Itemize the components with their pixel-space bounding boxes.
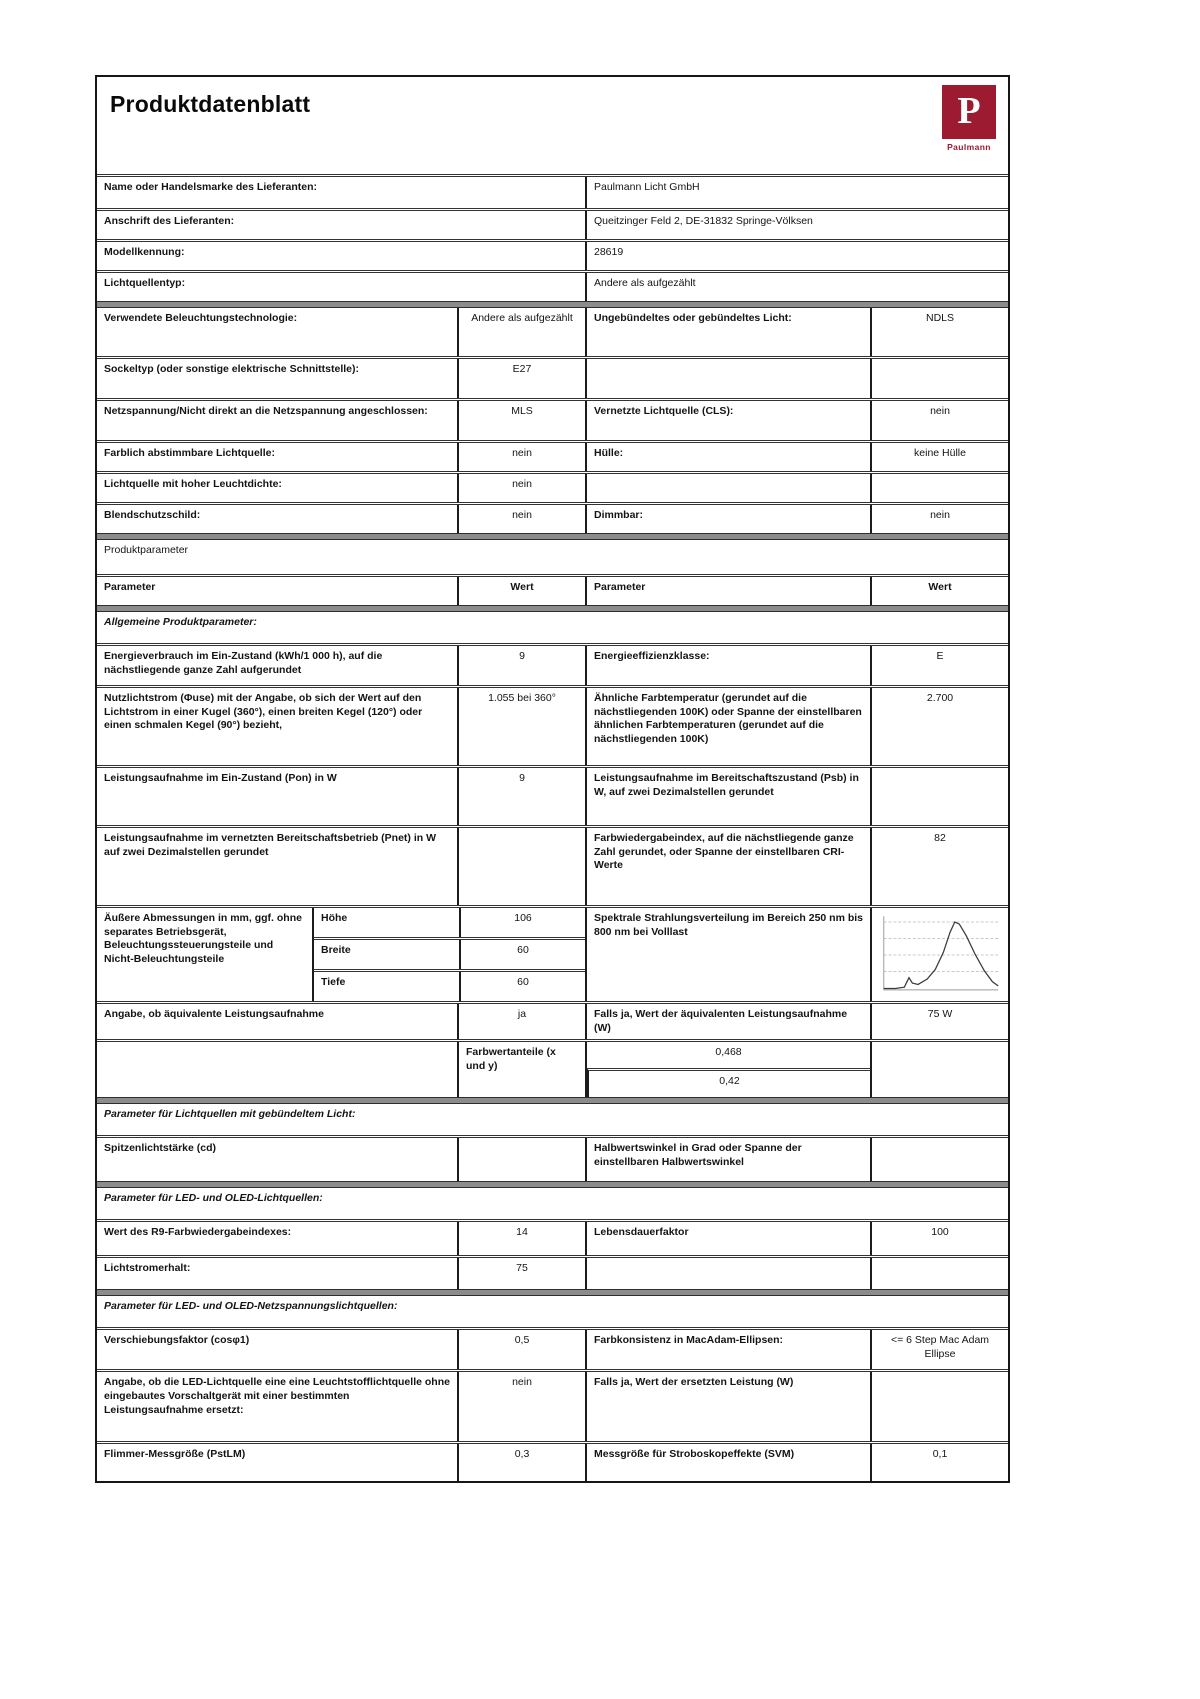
row-label: Name oder Handelsmarke des Lieferanten: [104, 181, 317, 193]
row-label: Nutzlichtstrom (Φuse) mit der Angabe, ob sich der Wert auf den Lichtstrom in einer Kugel (360°), einen breiten Kegel (120°) oder einen schmalen Kegel (90°) bezieht, [104, 692, 423, 732]
row-value: 14 [457, 1222, 585, 1255]
section-title: Produktparameter [104, 544, 189, 556]
table-row [97, 398, 1008, 440]
row-label: Netzspannung/Nicht direkt an die Netzspannung angeschlossen: [104, 405, 428, 417]
section-divider [97, 1289, 1008, 1296]
row-value [457, 1138, 585, 1181]
table-row [97, 1255, 1008, 1289]
table-row [97, 765, 1008, 825]
row-label: Lichtquelle mit hoher Leuchtdichte: [104, 478, 282, 490]
row-label: Angabe, ob äquivalente Leistungsaufnahme [104, 1008, 324, 1020]
dimension-row-depth [314, 969, 585, 1001]
section-title: Parameter für LED- und OLED-Lichtquellen: [104, 1192, 323, 1205]
section-title: Allgemeine Produktparameter: [104, 616, 257, 628]
row-label: Modellkennung: [104, 246, 185, 258]
table-row [97, 1135, 1008, 1181]
row-label: Angabe, ob die LED-Lichtquelle eine eine Leuchtstofflichtquelle ohne eingebautes Vorschaltgerät mit einer bestimmten Leistungsaufnahme ersetzt: [104, 1376, 450, 1416]
row-label: Messgröße für Stroboskopeffekte (SVM) [585, 1444, 870, 1481]
row-value [870, 474, 1008, 502]
datasheet-header [97, 77, 1008, 177]
row-value: <= 6 Step Mac Adam Ellipse [870, 1330, 1008, 1369]
table-row-supplier-address [97, 208, 1008, 239]
row-value: NDLS [870, 308, 1008, 356]
row-value: nein [457, 443, 585, 471]
row-value: 0,5 [457, 1330, 585, 1369]
row-label: Farbwiedergabeindex, auf die nächstliegende ganze Zahl gerundet, oder Spanne der einstellbaren CRI-Werte [585, 828, 870, 905]
row-value: Paulmann Licht GmbH [585, 177, 1008, 208]
section-title-row [97, 1188, 1008, 1219]
section-divider [97, 1181, 1008, 1188]
column-header-row [97, 574, 1008, 605]
row-value [870, 1372, 1008, 1441]
dimension-name: Höhe [321, 912, 348, 924]
row-label: Energieverbrauch im Ein-Zustand (kWh/1 000 h), auf die nächstliegende ganze Zahl aufgerundet [104, 650, 383, 676]
column-header: Parameter [104, 581, 156, 593]
spectral-distribution-label: Spektrale Strahlungsverteilung im Bereich 250 nm bis 800 nm bei Volllast [585, 908, 870, 1001]
row-label: Verschiebungsfaktor (cosφ1) [104, 1334, 250, 1347]
table-row [97, 471, 1008, 502]
table-row [97, 1369, 1008, 1441]
row-value: 9 [457, 768, 585, 825]
row-label: Falls ja, Wert der äquivalenten Leistungsaufnahme (W) [585, 1004, 870, 1039]
section-divider [97, 301, 1008, 308]
row-label: Lichtquellentyp: [104, 277, 186, 289]
table-row-supplier-name [97, 177, 1008, 208]
table-row [97, 685, 1008, 765]
paulmann-logo-icon: P [942, 85, 996, 139]
dimension-value: 60 [459, 940, 585, 969]
paulmann-logo [940, 85, 998, 152]
row-label: Falls ja, Wert der ersetzten Leistung (W) [585, 1372, 870, 1441]
row-label: Leistungsaufnahme im Bereitschaftszustand (Psb) in W, auf zwei Dezimalstellen gerundet [585, 768, 870, 825]
row-label: Vernetzte Lichtquelle (CLS): [585, 401, 870, 440]
dimension-row-height [314, 908, 585, 937]
chromaticity-label: Farbwertanteile (x und y) [457, 1042, 585, 1097]
row-value: 2.700 [870, 688, 1008, 765]
empty-cell [870, 1042, 1008, 1097]
row-value: nein [457, 505, 585, 533]
section-divider [97, 1097, 1008, 1104]
row-value: 82 [870, 828, 1008, 905]
row-label: Lichtstromerhalt: [104, 1262, 191, 1275]
section-title: Parameter für LED- und OLED-Netzspannungslichtquellen: [104, 1300, 398, 1313]
table-row [97, 1219, 1008, 1255]
row-label: Sockeltyp (oder sonstige elektrische Schnittstelle): [104, 363, 359, 375]
column-header: Wert [457, 577, 585, 605]
row-value: Andere als aufgezählt [457, 308, 585, 356]
table-row [97, 643, 1008, 685]
table-row-lightsource-type [97, 270, 1008, 301]
row-value [870, 1258, 1008, 1289]
section-title-row [97, 540, 1008, 574]
row-label: Energieeffizienzklasse: [585, 646, 870, 685]
dimension-name: Tiefe [321, 976, 346, 988]
dimensions-row [97, 905, 1008, 1001]
page-title: Produktdatenblatt [110, 91, 311, 117]
spectral-distribution-chart [870, 908, 1008, 1001]
chromaticity-values [585, 1042, 870, 1097]
table-row [97, 825, 1008, 905]
section-divider [97, 533, 1008, 540]
row-label: Farblich abstimmbare Lichtquelle: [104, 447, 275, 459]
row-value [870, 768, 1008, 825]
row-label: Hülle: [585, 443, 870, 471]
product-datasheet [95, 75, 1010, 1483]
row-label [585, 359, 870, 398]
row-value [870, 359, 1008, 398]
chromaticity-row [97, 1039, 1008, 1097]
row-label: Lebensdauerfaktor [585, 1222, 870, 1255]
row-label [585, 474, 870, 502]
row-label: Anschrift des Lieferanten: [104, 215, 235, 227]
table-row-model-id [97, 239, 1008, 270]
table-row [97, 1441, 1008, 1481]
row-value: Andere als aufgezählt [585, 273, 1008, 301]
column-header: Parameter [585, 577, 870, 605]
row-value: 0,1 [870, 1444, 1008, 1481]
row-label: Leistungsaufnahme im Ein-Zustand (Pon) in W [104, 772, 337, 784]
dimension-value: 106 [459, 908, 585, 937]
paulmann-brand-text: Paulmann [947, 142, 991, 152]
table-row [97, 502, 1008, 533]
spectral-chart-svg [876, 911, 1004, 999]
row-label: Flimmer-Messgröße (PstLM) [104, 1448, 246, 1461]
row-label: Verwendete Beleuchtungstechnologie: [104, 312, 298, 324]
chromaticity-y: 0,42 [587, 1068, 870, 1097]
dimension-name: Breite [321, 944, 351, 956]
section-divider [97, 605, 1008, 612]
row-label: Farbkonsistenz in MacAdam-Ellipsen: [585, 1330, 870, 1369]
section-title-row [97, 612, 1008, 643]
row-label [585, 1258, 870, 1289]
row-value: 75 [457, 1258, 585, 1289]
row-value: 0,3 [457, 1444, 585, 1481]
row-value: keine Hülle [870, 443, 1008, 471]
row-value: ja [457, 1004, 585, 1039]
row-value: 1.055 bei 360° [457, 688, 585, 765]
row-value: Queitzinger Feld 2, DE-31832 Springe-Völksen [585, 211, 1008, 239]
row-value: 75 W [870, 1004, 1008, 1039]
dimensions-label: Äußere Abmessungen in mm, ggf. ohne separates Betriebsgerät, Beleuchtungssteuerungsteile und Nicht-Beleuchtungsteile [104, 912, 302, 965]
row-label: Wert des R9-Farbwiedergabeindexes: [104, 1226, 292, 1239]
row-value: E [870, 646, 1008, 685]
table-row [97, 308, 1008, 356]
dimension-row-width [314, 937, 585, 969]
row-label: Dimmbar: [585, 505, 870, 533]
row-value: nein [457, 1372, 585, 1441]
row-value: 28619 [585, 242, 1008, 270]
row-value: nein [457, 474, 585, 502]
row-value: nein [870, 505, 1008, 533]
section-title-row [97, 1104, 1008, 1135]
dimensions-subtable [312, 908, 585, 1001]
row-label: Ungebündeltes oder gebündeltes Licht: [585, 308, 870, 356]
section-title-row [97, 1296, 1008, 1327]
row-label: Halbwertswinkel in Grad oder Spanne der einstellbaren Halbwertswinkel [585, 1138, 870, 1181]
row-label: Blendschutzschild: [104, 509, 201, 521]
section-title: Parameter für Lichtquellen mit gebündeltem Licht: [104, 1108, 356, 1121]
row-value: E27 [457, 359, 585, 398]
table-row [97, 1327, 1008, 1369]
row-value: nein [870, 401, 1008, 440]
table-row [97, 440, 1008, 471]
column-header: Wert [870, 577, 1008, 605]
row-value [870, 1138, 1008, 1181]
row-value: 100 [870, 1222, 1008, 1255]
row-label: Ähnliche Farbtemperatur (gerundet auf die nächstliegenden 100K) oder Spanne der einstellbaren ähnlichen Farbtemperaturen (gerundet auf die nächstliegenden 100K) [585, 688, 870, 765]
table-row [97, 356, 1008, 398]
equivalent-power-row [97, 1001, 1008, 1039]
chromaticity-x: 0,468 [715, 1046, 742, 1059]
row-value: MLS [457, 401, 585, 440]
dimension-value: 60 [459, 972, 585, 1001]
row-value [457, 828, 585, 905]
empty-cell [97, 1042, 457, 1097]
row-label: Spitzenlichtstärke (cd) [104, 1142, 217, 1155]
row-label: Leistungsaufnahme im vernetzten Bereitschaftsbetrieb (Pnet) in W auf zwei Dezimalstellen gerundet [104, 832, 436, 858]
row-value: 9 [457, 646, 585, 685]
